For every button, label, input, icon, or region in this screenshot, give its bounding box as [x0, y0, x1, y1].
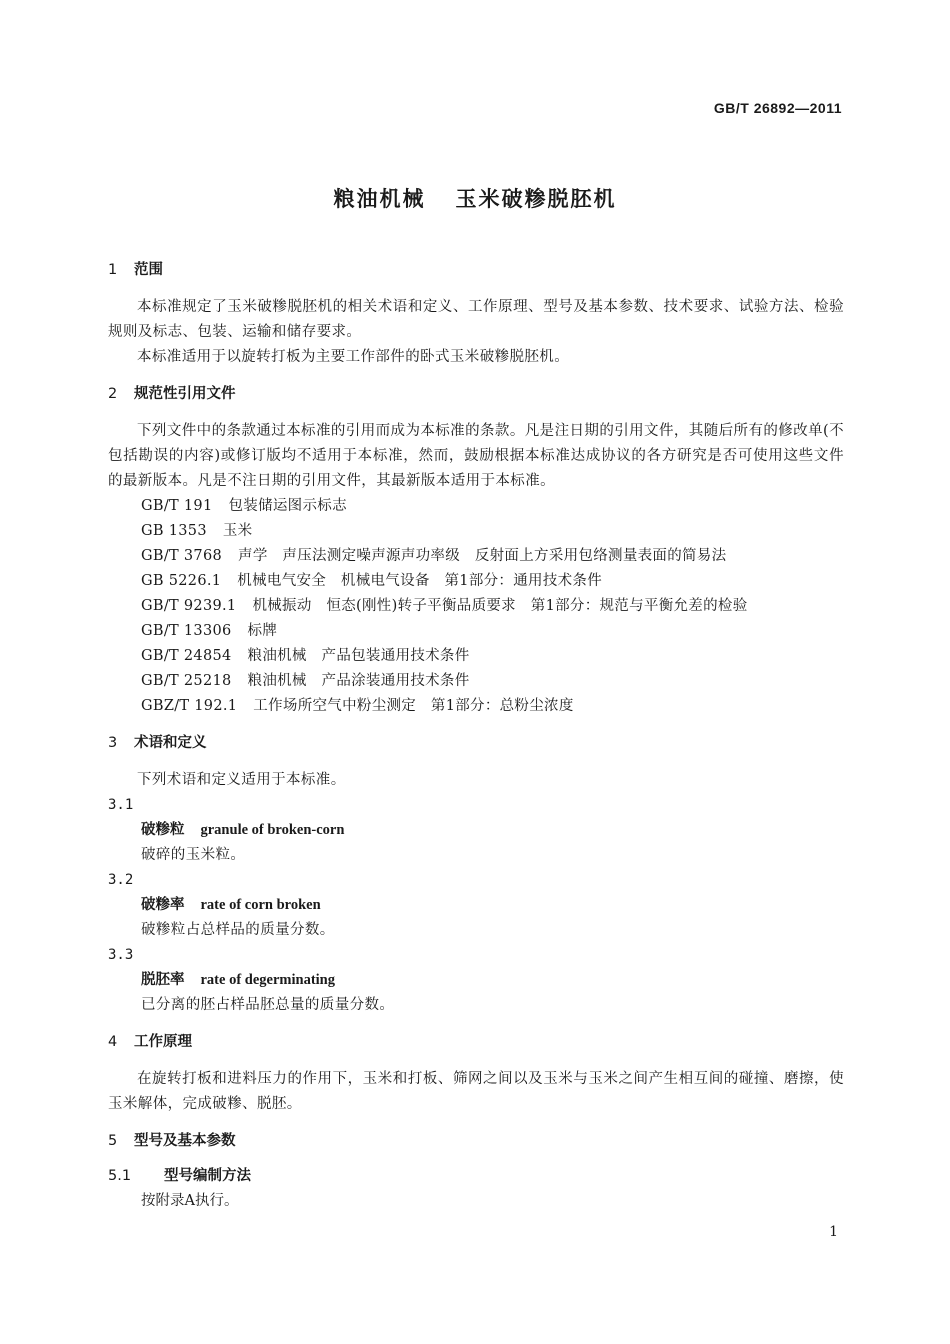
standard-code: GB/T 26892—2011 — [713, 100, 842, 116]
document-title — [0, 183, 950, 213]
paragraph: 下列术语和定义适用于本标准。 — [137, 772, 346, 788]
section-number: 4 — [108, 1034, 118, 1050]
reference-code: GB/T 13306 — [141, 623, 232, 639]
term-name-en: rate of corn broken — [200, 897, 321, 913]
reference-title: 粮油机械 产品涂装通用技术条件 — [247, 673, 470, 689]
section-heading-1 — [108, 258, 844, 283]
section-title: 规范性引用文件 — [134, 386, 236, 402]
reference-item — [108, 494, 844, 519]
reference-title: 玉米 — [222, 523, 253, 539]
reference-item — [108, 694, 844, 719]
term-name — [108, 968, 844, 993]
reference-title: 包装储运图示标志 — [228, 498, 347, 514]
section-title: 型号及基本参数 — [134, 1133, 236, 1149]
reference-code: GB/T 3768 — [141, 548, 223, 564]
reference-item — [108, 569, 844, 594]
page-number: 1 — [829, 1224, 838, 1240]
reference-item — [108, 594, 844, 619]
section-title: 工作原理 — [134, 1034, 192, 1050]
reference-item — [108, 644, 844, 669]
reference-code: GB 1353 — [141, 523, 207, 539]
term-number: 3.2 — [108, 872, 134, 888]
reference-code: GB/T 191 — [141, 498, 213, 514]
term-definition: 破碎的玉米粒。 — [141, 847, 246, 863]
term-number: 3.1 — [108, 797, 134, 813]
title-part-1: 粮油机械 — [333, 187, 426, 211]
section-number: 3 — [108, 735, 118, 751]
reference-title: 机械电气安全 机械电气设备 第1部分：通用技术条件 — [237, 573, 603, 589]
paragraph: 下列文件中的条款通过本标准的引用而成为本标准的条款。凡是注日期的引用文件，其随后所有的修改单(不包括勘误的内容)或修订版均不适用于本标准，然而，鼓励根据本标准达成协议的各方研究是否可使用这些文件的最新版本。凡是不注日期的引用文件，其最新版本适用于本标准。 — [108, 423, 844, 489]
section-heading-5 — [108, 1129, 844, 1154]
reference-code: GB/T 9239.1 — [141, 598, 237, 614]
reference-title: 声学 声压法测定噪声源声功率级 反射面上方采用包络测量表面的简易法 — [238, 548, 727, 564]
reference-code: GBZ/T 192.1 — [141, 698, 238, 714]
title-part-2: 玉米破糁脱胚机 — [455, 187, 617, 211]
subsection-heading-5-1 — [108, 1164, 844, 1189]
reference-item — [108, 519, 844, 544]
term-name-zh: 破糁率 — [141, 897, 185, 913]
document-body — [108, 258, 844, 1214]
section-heading-2 — [108, 382, 844, 407]
reference-code: GB 5226.1 — [141, 573, 222, 589]
reference-item — [108, 619, 844, 644]
paragraph: 本标准适用于以旋转打板为主要工作部件的卧式玉米破糁脱胚机。 — [137, 349, 570, 365]
paragraph: 在旋转打板和进料压力的作用下，玉米和打板、筛网之间以及玉米与玉米之间产生相互间的碰撞、磨擦，使玉米解体，完成破糁、脱胚。 — [108, 1071, 844, 1112]
reference-item — [108, 544, 844, 569]
section-number: 1 — [108, 262, 118, 278]
reference-title: 标牌 — [247, 623, 278, 639]
section-number: 5 — [108, 1133, 118, 1149]
term-name-en: rate of degerminating — [200, 972, 335, 988]
reference-code: GB/T 25218 — [141, 673, 232, 689]
section-heading-4 — [108, 1030, 844, 1055]
paragraph: 按附录A执行。 — [141, 1193, 239, 1209]
reference-title: 工作场所空气中粉尘测定 第1部分：总粉尘浓度 — [253, 698, 574, 714]
section-heading-3 — [108, 731, 844, 756]
reference-title: 机械振动 恒态(刚性)转子平衡品质要求 第1部分：规范与平衡允差的检验 — [252, 598, 748, 614]
paragraph: 本标准规定了玉米破糁脱胚机的相关术语和定义、工作原理、型号及基本参数、技术要求、试验方法、检验规则及标志、包装、运输和储存要求。 — [108, 299, 844, 340]
term-name-zh: 破糁粒 — [141, 822, 185, 838]
term-definition: 破糁粒占总样品的质量分数。 — [141, 922, 335, 938]
reference-title: 粮油机械 产品包装通用技术条件 — [247, 648, 470, 664]
term-name-en: granule of broken-corn — [200, 822, 345, 838]
subsection-number: 5.1 — [108, 1168, 132, 1184]
reference-list — [108, 494, 844, 719]
term-definition: 已分离的胚占样品胚总量的质量分数。 — [141, 997, 395, 1013]
term-name — [108, 893, 844, 918]
reference-item — [108, 669, 844, 694]
term-number: 3.3 — [108, 947, 134, 963]
section-title: 范围 — [134, 262, 163, 278]
section-number: 2 — [108, 386, 118, 402]
section-title: 术语和定义 — [134, 735, 207, 751]
subsection-title: 型号编制方法 — [164, 1168, 251, 1184]
reference-code: GB/T 24854 — [141, 648, 232, 664]
term-name — [108, 818, 844, 843]
term-name-zh: 脱胚率 — [141, 972, 185, 988]
